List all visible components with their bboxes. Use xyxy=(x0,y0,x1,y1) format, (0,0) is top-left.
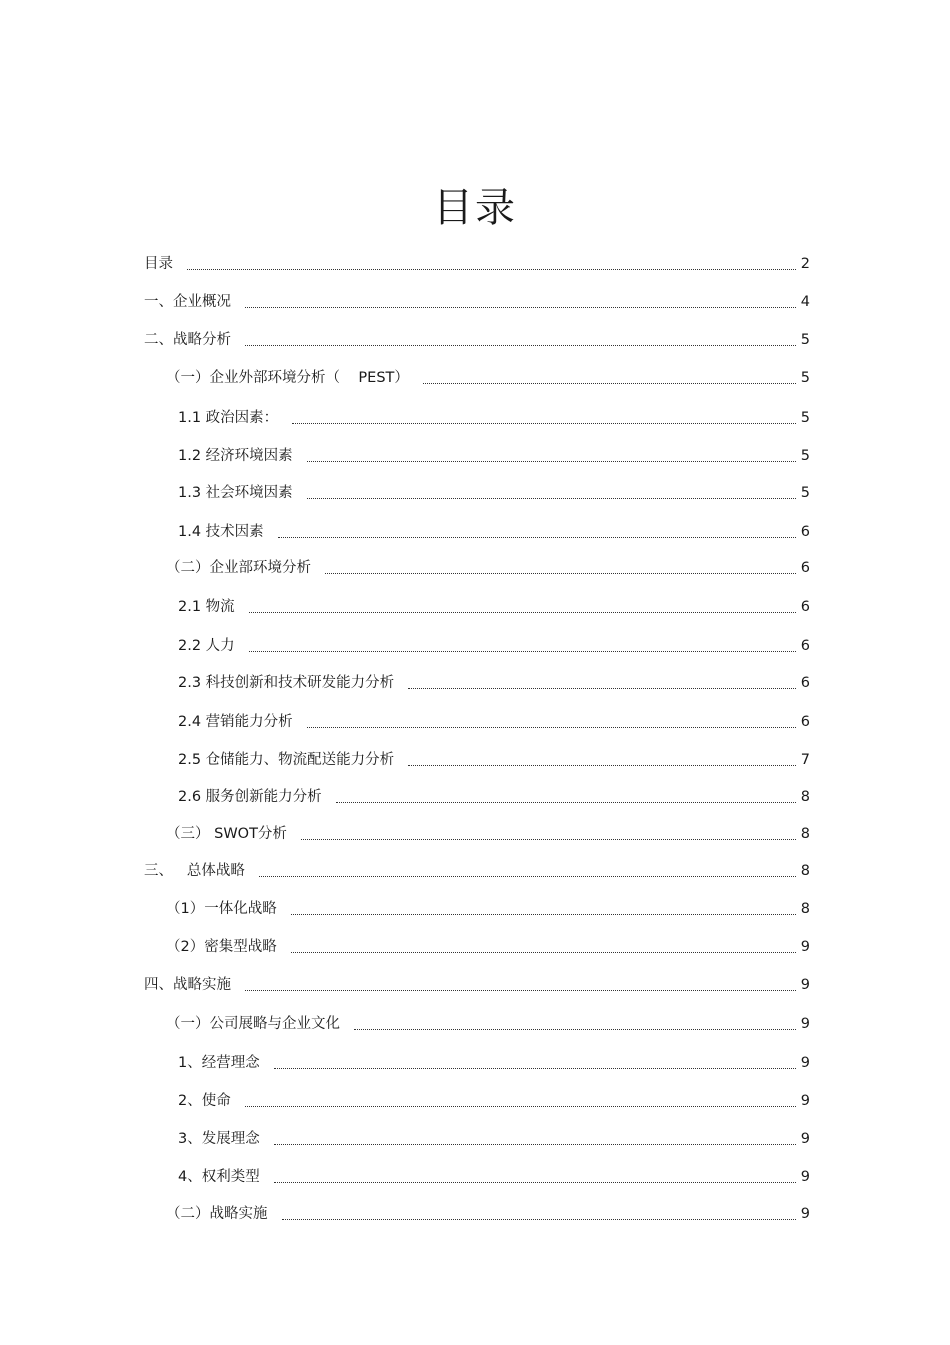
dot-leader xyxy=(292,417,796,424)
toc-entry-label: （1）一体化战略 xyxy=(166,901,277,917)
toc-entry[interactable] xyxy=(178,596,810,618)
toc-page-number: 9 xyxy=(800,1016,810,1032)
toc-page-number: 2 xyxy=(800,256,810,272)
toc-entry-label: 1、经营理念 xyxy=(178,1055,260,1071)
toc-page-number: 7 xyxy=(800,752,810,768)
dot-leader xyxy=(291,946,796,953)
toc-entry-label: 2.5 仓储能力、物流配送能力分析 xyxy=(178,752,395,768)
toc-entry[interactable] xyxy=(178,1090,810,1112)
toc-page-number: 9 xyxy=(800,1055,810,1071)
toc-entry-label: （一）公司展略与企业文化 xyxy=(166,1016,340,1032)
dot-leader xyxy=(245,301,796,308)
toc-entry-label: 2.6 服务创新能力分析 xyxy=(178,789,322,805)
toc-entry[interactable] xyxy=(178,1052,810,1074)
dot-leader xyxy=(245,1100,796,1107)
toc-entry[interactable] xyxy=(178,1166,810,1188)
toc-entry[interactable] xyxy=(166,367,810,389)
toc-entry[interactable] xyxy=(166,936,810,958)
dot-leader xyxy=(307,492,796,499)
toc-entry[interactable] xyxy=(144,329,810,351)
dot-leader xyxy=(307,455,796,462)
toc-entry-label: 二、战略分析 xyxy=(144,332,231,348)
toc-entry-label: 1.2 经济环境因素 xyxy=(178,448,293,464)
toc-page-number: 5 xyxy=(800,485,810,501)
dot-leader xyxy=(423,377,796,384)
toc-page-number: 9 xyxy=(800,1169,810,1185)
toc-entry[interactable] xyxy=(166,823,810,845)
toc-entry-label: （2）密集型战略 xyxy=(166,939,277,955)
dot-leader xyxy=(245,984,796,991)
toc-entry[interactable] xyxy=(178,635,810,657)
toc-page-number: 9 xyxy=(800,939,810,955)
toc-entry[interactable] xyxy=(144,860,810,882)
toc-page-number: 6 xyxy=(800,714,810,730)
toc-entry-label: 一、企业概况 xyxy=(144,294,231,310)
toc-entry[interactable] xyxy=(166,1013,810,1035)
dot-leader xyxy=(245,339,796,346)
toc-entry-label: 1.4 技术因素 xyxy=(178,524,264,540)
toc-entry-label: 三、 总体战略 xyxy=(144,863,245,879)
toc-entry[interactable] xyxy=(178,672,810,694)
toc-entry[interactable] xyxy=(178,407,810,429)
dot-leader xyxy=(408,759,796,766)
toc-entry[interactable] xyxy=(166,1203,810,1225)
toc-page-number: 5 xyxy=(800,448,810,464)
toc-entry-label: 3、发展理念 xyxy=(178,1131,260,1147)
toc-entry[interactable] xyxy=(144,253,810,275)
toc-entry[interactable] xyxy=(178,786,810,808)
toc-entry-label: 2、使命 xyxy=(178,1093,231,1109)
dot-leader xyxy=(187,263,796,270)
toc-page-number: 6 xyxy=(800,675,810,691)
dot-leader xyxy=(278,531,796,538)
toc-entry-label: 2.1 物流 xyxy=(178,599,235,615)
toc-page-number: 9 xyxy=(800,1131,810,1147)
dot-leader xyxy=(408,682,796,689)
toc-page-number: 9 xyxy=(800,1093,810,1109)
toc-page-number: 9 xyxy=(800,977,810,993)
dot-leader xyxy=(336,796,796,803)
toc-entry[interactable] xyxy=(178,1128,810,1150)
dot-leader xyxy=(274,1176,796,1183)
toc-entry-label: 2.3 科技创新和技术研发能力分析 xyxy=(178,675,395,691)
toc-page-number: 8 xyxy=(800,789,810,805)
toc-entry-label: 2.4 营销能力分析 xyxy=(178,714,293,730)
toc-entry[interactable] xyxy=(178,711,810,733)
toc-entry-label: 目录 xyxy=(144,256,173,272)
toc-entry[interactable] xyxy=(178,445,810,467)
toc-page-number: 6 xyxy=(800,599,810,615)
toc-page-number: 5 xyxy=(800,410,810,426)
toc-entry-label: （二）企业部环境分析 xyxy=(166,560,311,576)
toc-entry-label: 1.1 政治因素： xyxy=(178,410,279,426)
dot-leader xyxy=(274,1138,796,1145)
dot-leader xyxy=(259,870,796,877)
toc-entry-label: 2.2 人力 xyxy=(178,638,235,654)
toc-entry[interactable] xyxy=(178,482,810,504)
toc-page-number: 8 xyxy=(800,826,810,842)
dot-leader xyxy=(282,1213,797,1220)
toc-page-number: 8 xyxy=(800,863,810,879)
toc-page-number: 9 xyxy=(800,1206,810,1222)
toc-entry[interactable] xyxy=(178,749,810,771)
toc-entry-label: （二）战略实施 xyxy=(166,1206,268,1222)
dot-leader xyxy=(325,567,796,574)
toc-page-number: 6 xyxy=(800,560,810,576)
toc-page-number: 4 xyxy=(800,294,810,310)
toc-page-number: 5 xyxy=(800,370,810,386)
dot-leader xyxy=(249,645,796,652)
toc-page-number: 6 xyxy=(800,638,810,654)
toc-entry-label: 4、权利类型 xyxy=(178,1169,260,1185)
toc-entry[interactable] xyxy=(144,291,810,313)
dot-leader xyxy=(301,833,796,840)
dot-leader xyxy=(354,1023,796,1030)
dot-leader xyxy=(307,721,796,728)
dot-leader xyxy=(249,606,796,613)
toc-entry[interactable] xyxy=(166,557,810,579)
toc-entry[interactable] xyxy=(166,898,810,920)
toc-entry-label: （三） SWOT分析 xyxy=(166,826,287,842)
toc-entry-label: （一）企业外部环境分析（ PEST） xyxy=(166,370,409,386)
toc-entry[interactable] xyxy=(178,521,810,543)
toc-page-number: 6 xyxy=(800,524,810,540)
page-title: 目录 xyxy=(433,185,517,231)
toc-entry[interactable] xyxy=(144,974,810,996)
toc-page-number: 5 xyxy=(800,332,810,348)
toc-page-number: 8 xyxy=(800,901,810,917)
toc-entry-label: 四、战略实施 xyxy=(144,977,231,993)
dot-leader xyxy=(291,908,796,915)
toc-entry-label: 1.3 社会环境因素 xyxy=(178,485,293,501)
dot-leader xyxy=(274,1062,796,1069)
